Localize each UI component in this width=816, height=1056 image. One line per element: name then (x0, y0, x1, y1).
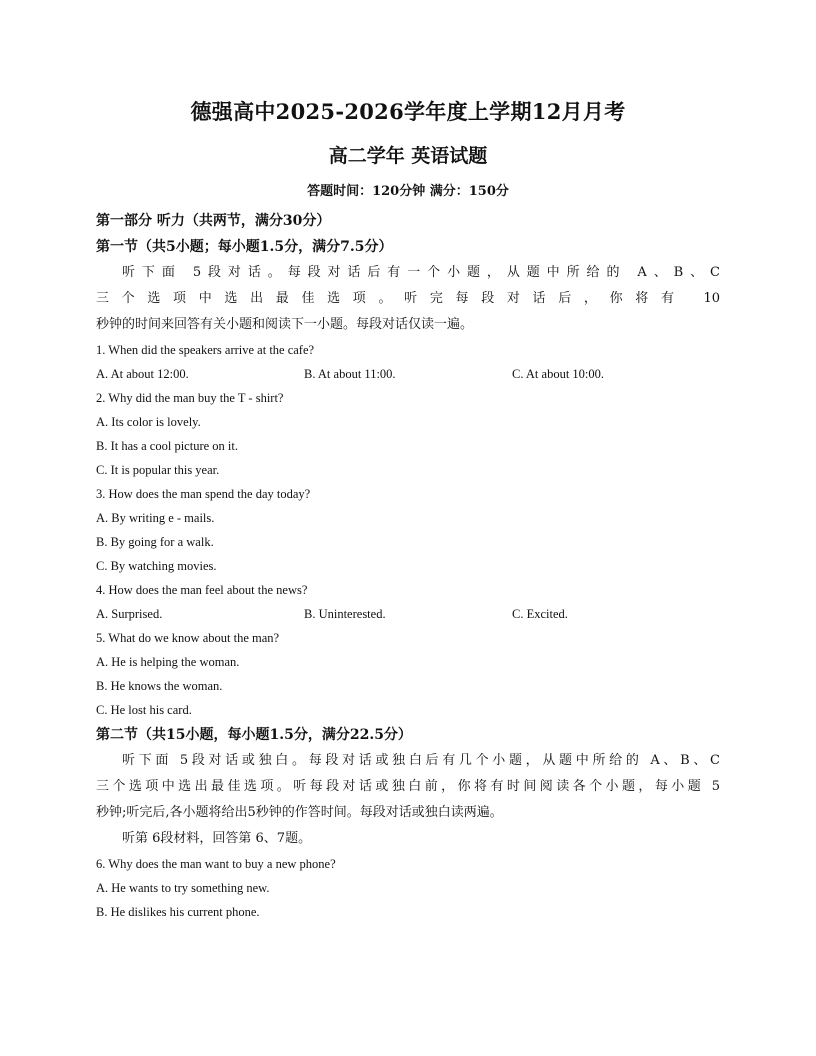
section2-instructions (96, 748, 720, 826)
instruction-line: 三个选项中选出最佳选项。听完每段对话后，你将有 10 (96, 291, 720, 306)
question-stem: 2. Why did the man buy the T - shirt? (96, 391, 284, 405)
option: B. At about 11:00. (304, 367, 396, 381)
instruction-line: 秒钟的时间来回答有关小题和阅读下一小题。每段对话仅读一遍。 (96, 317, 474, 332)
section2-heading: 第二节（共15小题，每小题1.5分，满分22.5分） (96, 727, 412, 743)
option: B. Uninterested. (304, 607, 386, 621)
option: A. Its color is lovely. (96, 415, 201, 429)
question-stem: 4. How does the man feel about the news? (96, 583, 308, 597)
part1-heading: 第一部分 听力（共两节，满分30分） (96, 213, 331, 229)
option: B. He dislikes his current phone. (96, 905, 260, 919)
material-intro: 听第 6段材料，回答第 6、7题。 (122, 831, 312, 846)
section1-heading: 第一节（共5小题；每小题1.5分，满分7.5分） (96, 239, 393, 255)
option: C. Excited. (512, 607, 568, 621)
option: B. It has a cool picture on it. (96, 439, 238, 453)
option: A. Surprised. (96, 607, 163, 621)
instruction-line: 秒钟;听完后,各小题将给出5秒钟的作答时间。每段对话或独白读两遍。 (96, 805, 503, 820)
section1-instructions (96, 260, 720, 338)
question-stem: 1. When did the speakers arrive at the cafe? (96, 343, 315, 357)
option: A. At about 12:00. (96, 367, 189, 381)
option: A. By writing e - mails. (96, 511, 215, 525)
exam-subtitle: 高二学年 英语试题 (328, 145, 488, 167)
option-row (96, 602, 720, 626)
exam-content (96, 208, 720, 924)
option: A. He wants to try something new. (96, 881, 270, 895)
instruction-line: 听下面 5段对话。每段对话后有一个小题，从题中所给的 A、B、C (122, 265, 720, 280)
option: B. He knows the woman. (96, 679, 223, 693)
option: B. By going for a walk. (96, 535, 214, 549)
question-stem: 3. How does the man spend the day today? (96, 487, 311, 501)
instruction-line: 听下面 5段对话或独白。每段对话或独白后有几个小题，从题中所给的 A、B、C (122, 753, 720, 768)
question-stem: 5. What do we know about the man? (96, 631, 280, 645)
option: C. By watching movies. (96, 559, 217, 573)
option: A. He is helping the woman. (96, 655, 240, 669)
exam-title: 德强高中2025-2026学年度上学期12月月考 (190, 99, 626, 124)
option: C. He lost his card. (96, 703, 192, 717)
instruction-line: 三个选项中选出最佳选项。听每段对话或独白前，你将有时间阅读各个小题，每小题 5 (96, 779, 720, 794)
option-row (96, 362, 720, 386)
option: C. At about 10:00. (512, 367, 605, 381)
exam-meta: 答题时间：120分钟 满分：150分 (307, 184, 509, 199)
question-stem: 6. Why does the man want to buy a new phone? (96, 857, 336, 871)
option: C. It is popular this year. (96, 463, 220, 477)
